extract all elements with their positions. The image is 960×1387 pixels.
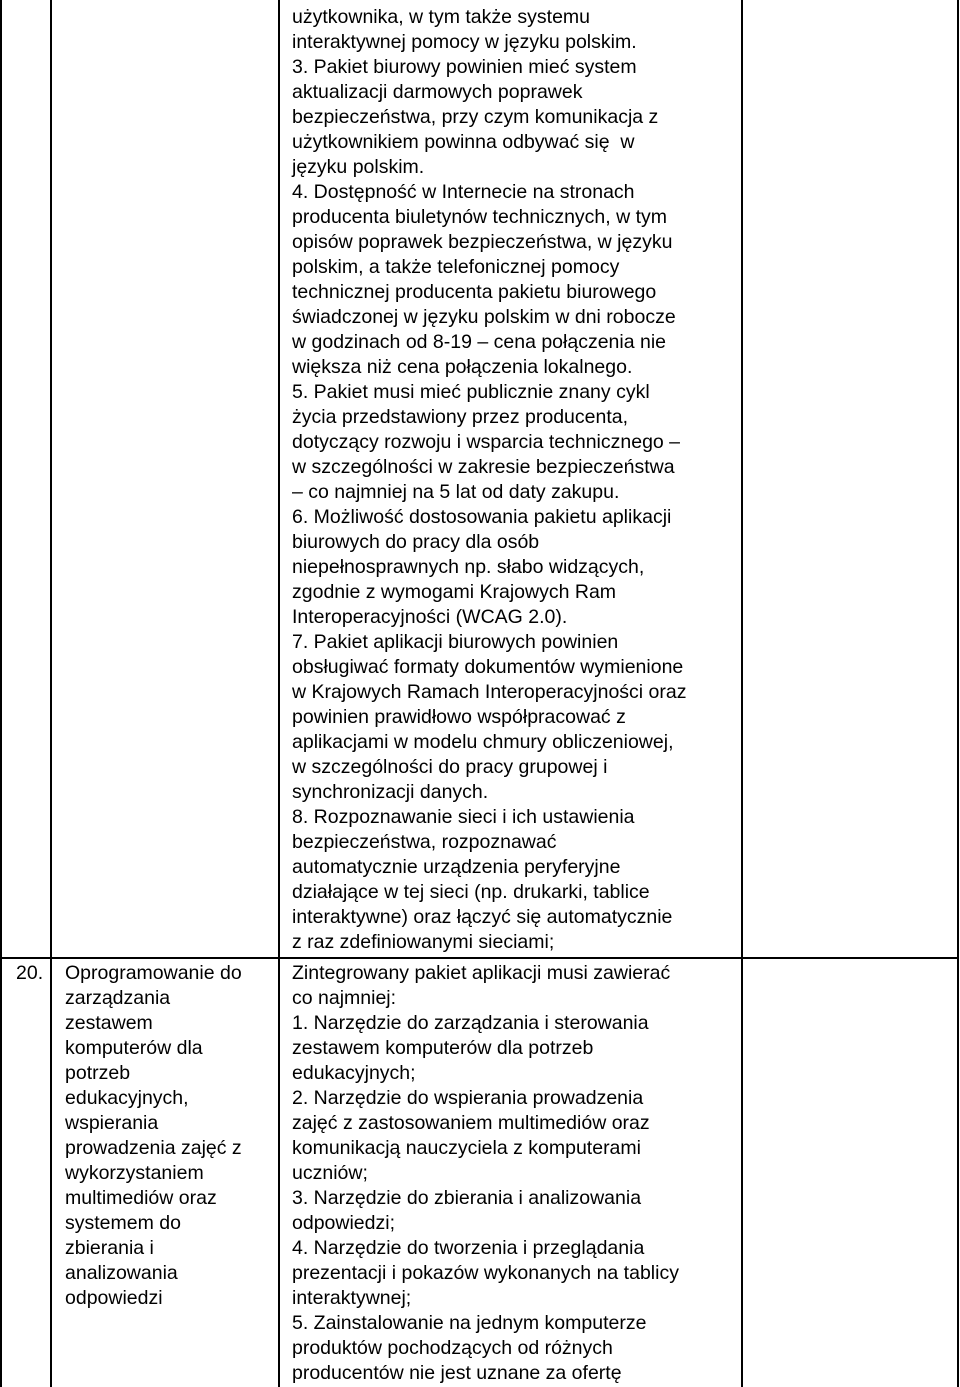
table-border-left [0, 0, 2, 1387]
name-line: odpowiedzi [65, 1287, 163, 1309]
requirement-line: prezentacji i pokazów wykonanych na tablicy [292, 1262, 679, 1284]
requirement-line: opisów poprawek bezpieczeństwa, w języku [292, 231, 673, 253]
requirement-line: interaktywnej; [292, 1287, 412, 1309]
requirement-line: bezpieczeństwa, rozpoznawać [292, 831, 557, 853]
requirement-line: większa niż cena połączenia lokalnego. [292, 356, 633, 378]
requirement-line: biurowych do pracy dla osób [292, 531, 540, 553]
requirement-line: w szczególności w zakresie bezpieczeństwa [292, 456, 675, 478]
name-line: zestawem [65, 1012, 153, 1034]
requirement-line: bezpieczeństwa, przy czym komunikacja z [292, 106, 659, 128]
name-line: zbierania i [65, 1237, 154, 1259]
requirement-line: Zintegrowany pakiet aplikacji musi zawierać [292, 962, 671, 984]
name-line: analizowania [65, 1262, 178, 1284]
name-line: Oprogramowanie do [65, 962, 242, 984]
requirement-line: odpowiedzi; [292, 1212, 395, 1234]
requirement-line: życia przedstawiony przez producenta, [292, 406, 629, 428]
requirement-line: aplikacjami w modelu chmury obliczeniowej, [292, 731, 674, 753]
requirement-line: 3. Pakiet biurowy powinien mieć system [292, 56, 637, 78]
name-line: prowadzenia zajęć z [65, 1137, 242, 1159]
requirement-line: świadczonej w języku polskim w dni robocze [292, 306, 676, 328]
name-line: potrzeb [65, 1062, 131, 1084]
requirement-line: polskim, a także telefonicznej pomocy [292, 256, 620, 278]
requirement-line: 2. Narzędzie do wspierania prowadzenia [292, 1087, 644, 1109]
table-border-right [957, 0, 959, 1387]
requirement-line: w szczególności do pracy grupowej i [292, 756, 608, 778]
requirement-line: 6. Możliwość dostosowania pakietu aplikacji [292, 506, 672, 528]
name-line: zarządzania [65, 987, 171, 1009]
requirement-line: automatycznie urządzenia peryferyjne [292, 856, 621, 878]
requirement-line: języku polskim. [292, 156, 425, 178]
requirement-line: technicznej producenta pakietu biurowego [292, 281, 657, 303]
requirement-line: interaktywnej pomocy w języku polskim. [292, 31, 637, 53]
name-line: wspierania [65, 1112, 159, 1134]
name-line: edukacyjnych, [65, 1087, 189, 1109]
name-line: systemem do [65, 1212, 181, 1234]
requirements-cell [292, 961, 679, 1386]
requirement-line: uczniów; [292, 1162, 368, 1184]
requirement-line: 8. Rozpoznawanie sieci i ich ustawienia [292, 806, 635, 828]
requirement-line: produktów pochodzących od różnych [292, 1337, 613, 1359]
requirement-line: powinien prawidłowo współpracować z [292, 706, 626, 728]
requirement-line: interaktywne) oraz łączyć się automatycznie [292, 906, 673, 928]
name-line: wykorzystaniem [65, 1162, 204, 1184]
requirement-line: 3. Narzędzie do zbierania i analizowania [292, 1187, 642, 1209]
requirement-line: obsługiwać formaty dokumentów wymienione [292, 656, 684, 678]
requirement-line: z raz zdefiniowanymi sieciami; [292, 931, 555, 953]
row-divider [0, 957, 959, 959]
requirement-line: 5. Pakiet musi mieć publicznie znany cykl [292, 381, 650, 403]
requirement-line: w godzinach od 8-19 – cena połączenia nie [292, 331, 667, 353]
product-name-cell [65, 961, 242, 1311]
requirement-line: synchronizacji danych. [292, 781, 489, 803]
requirement-line: 4. Narzędzie do tworzenia i przeglądania [292, 1237, 645, 1259]
requirement-line: zajęć z zastosowaniem multimediów oraz [292, 1112, 650, 1134]
requirement-line: edukacyjnych; [292, 1062, 416, 1084]
name-line: multimediów oraz [65, 1187, 217, 1209]
requirement-line: 5. Zainstalowanie na jednym komputerze [292, 1312, 647, 1334]
requirement-line: 7. Pakiet aplikacji biurowych powinien [292, 631, 619, 653]
requirement-line: 1. Narzędzie do zarządzania i sterowania [292, 1012, 649, 1034]
column-divider-name [278, 0, 280, 1387]
requirements-cell-continued [292, 5, 687, 955]
column-divider-requirements [741, 0, 743, 1387]
requirement-line: 4. Dostępność w Internecie na stronach [292, 181, 635, 203]
requirement-line: komunikacją nauczyciela z komputerami [292, 1137, 641, 1159]
requirement-line: Interoperacyjności (WCAG 2.0). [292, 606, 568, 628]
requirement-line: aktualizacji darmowych poprawek [292, 81, 583, 103]
requirement-line: użytkownika, w tym także systemu [292, 6, 591, 28]
row-number: 20. [16, 962, 44, 984]
requirement-line: użytkownikiem powinna odbywać się w [292, 131, 635, 153]
requirement-line: działające w tej sieci (np. drukarki, tablice [292, 881, 650, 903]
requirement-line: niepełnosprawnych np. słabo widzących, [292, 556, 645, 578]
requirement-line: zestawem komputerów dla potrzeb [292, 1037, 594, 1059]
requirement-line: co najmniej: [292, 987, 397, 1009]
requirement-line: producenta biuletynów technicznych, w tym [292, 206, 668, 228]
requirement-line: zgodnie z wymogami Krajowych Ram [292, 581, 617, 603]
requirement-line: w Krajowych Ramach Interoperacyjności oraz [292, 681, 687, 703]
name-line: komputerów dla [65, 1037, 203, 1059]
requirement-line: dotyczący rozwoju i wsparcia technicznego – [292, 431, 681, 453]
column-divider-number [50, 0, 52, 1387]
requirement-line: producentów nie jest uznane za ofertę [292, 1362, 622, 1384]
requirement-line: – co najmniej na 5 lat od daty zakupu. [292, 481, 620, 503]
